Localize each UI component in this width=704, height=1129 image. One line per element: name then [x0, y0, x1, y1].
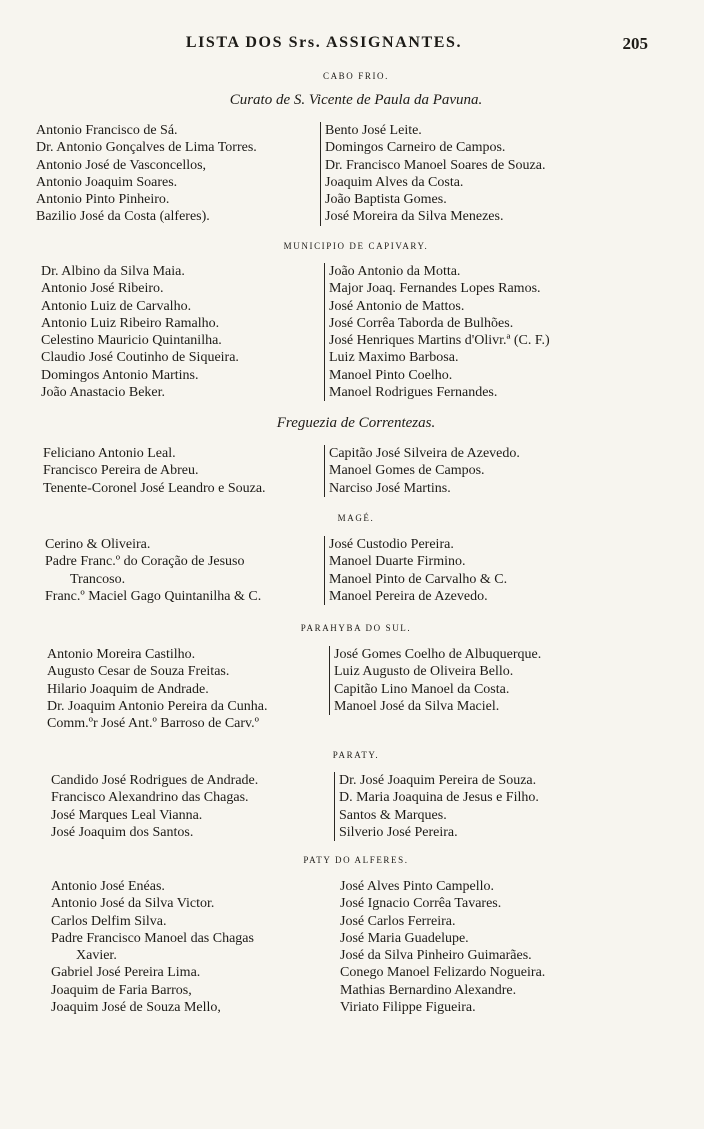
right-column — [324, 263, 550, 401]
subscriber-entry: Manoel José da Silva Maciel. — [334, 698, 500, 714]
subscriber-entry-continuation: Trancoso. — [70, 571, 126, 587]
subscriber-entry: Manoel Duarte Firmino. — [329, 554, 466, 570]
right-column — [324, 536, 507, 605]
page-header — [36, 34, 648, 56]
subscriber-entry: Antonio Moreira Castilho. — [47, 647, 196, 662]
left-column — [45, 536, 261, 605]
left-column — [51, 878, 254, 1016]
subscriber-entry: Hilario Joaquim de Andrade. — [47, 681, 209, 697]
subscriber-entry: Dr. Antonio Gonçalves de Lima Torres. — [36, 140, 257, 156]
subscriber-entry: Tenente-Coronel José Leandro e Souza. — [43, 480, 266, 496]
section-title-cabo-frio: CABO FRIO. — [322, 71, 389, 81]
subscriber-entry: Dr. José Joaquim Pereira de Souza. — [339, 773, 537, 788]
subscriber-entry: José Joaquim dos Santos. — [51, 824, 194, 840]
running-title: LISTA DOS Srs. ASSIGNANTES. — [185, 34, 463, 51]
subscriber-entry: Franc.º Maciel Gago Quintanilha & C. — [45, 588, 262, 604]
section-title-mage: MAGÉ. — [337, 513, 375, 523]
subscriber-entry: Conego Manoel Felizardo Nogueira. — [340, 965, 546, 981]
left-column — [47, 646, 267, 732]
subscriber-entry: Comm.ºr José Ant.º Barroso de Carv.º — [47, 716, 259, 732]
subscriber-entry: João Anastacio Beker. — [41, 385, 166, 401]
left-column — [51, 772, 258, 841]
subscriber-entry: Antonio Francisco de Sá. — [36, 123, 178, 138]
subscriber-entry: Dr. Joaquim Antonio Pereira da Cunha. — [47, 698, 268, 714]
subheading-correntezas: Freguezia de Correntezas. — [276, 415, 436, 431]
subscriber-entry: Manoel Pereira de Azevedo. — [329, 588, 488, 604]
subscriber-entry: Manoel Pinto de Carvalho & C. — [329, 571, 508, 587]
subscriber-entry: João Baptista Gomes. — [325, 192, 447, 208]
subscriber-entry: Bento José Leite. — [325, 123, 422, 138]
subscriber-entry: Padre Franc.º do Coração de Jesuso — [45, 554, 245, 570]
section-title-capivary: MUNICIPIO DE CAPIVARY. — [283, 241, 429, 251]
subscriber-entry: José Gomes Coelho de Albuquerque. — [334, 647, 542, 662]
subscriber-entry: Cerino & Oliveira. — [45, 537, 151, 552]
right-column — [334, 772, 539, 841]
section-title-parahyba-do-sul: PARAHYBA DO SUL. — [300, 623, 412, 633]
subscriber-entry: Capitão Lino Manoel da Costa. — [334, 681, 510, 697]
subscriber-entry-continuation: Xavier. — [76, 948, 117, 964]
subscriber-entry: Claudio José Coutinho de Siqueira. — [41, 350, 239, 366]
subscriber-entry: José Ignacio Corrêa Tavares. — [340, 896, 502, 912]
right-column — [324, 445, 520, 497]
subscriber-entry: Francisco Pereira de Abreu. — [43, 463, 199, 479]
subscriber-entry: José Marques Leal Vianna. — [51, 807, 203, 823]
subscriber-entry: Manoel Rodrigues Fernandes. — [329, 385, 498, 401]
subscriber-entry: Gabriel José Pereira Lima. — [51, 965, 201, 981]
page-number: 205 — [622, 34, 648, 53]
subscriber-entry: Feliciano Antonio Leal. — [43, 446, 176, 461]
left-column — [36, 122, 257, 226]
subscriber-entry: Silverio José Pereira. — [339, 824, 458, 840]
subscriber-entry: Antonio Pinto Pinheiro. — [36, 192, 170, 208]
subscriber-entry: D. Maria Joaquina de Jesus e Filho. — [339, 790, 539, 806]
subscriber-entry: João Antonio da Motta. — [329, 264, 461, 279]
subscriber-entry: Major Joaq. Fernandes Lopes Ramos. — [329, 281, 541, 297]
subscriber-entry: Joaquim de Faria Barros, — [51, 982, 192, 998]
right-column — [336, 878, 545, 1016]
subscriber-entry: Augusto Cesar de Souza Freitas. — [47, 664, 230, 680]
subscriber-entry: Carlos Delfim Silva. — [51, 913, 167, 929]
subscriber-entry: Antonio José Ribeiro. — [41, 281, 164, 297]
right-column — [320, 122, 545, 226]
subscriber-entry: José Maria Guadelupe. — [340, 930, 469, 946]
subscriber-entry: Luiz Augusto de Oliveira Bello. — [334, 664, 514, 680]
subscriber-entry: Dr. Albino da Silva Maia. — [41, 264, 185, 279]
subscriber-entry: Capitão José Silveira de Azevedo. — [329, 446, 520, 461]
subscriber-entry: José Moreira da Silva Menezes. — [325, 209, 504, 225]
subscriber-entry: Celestino Mauricio Quintanilha. — [41, 333, 222, 349]
subscriber-entry: Candido José Rodrigues de Andrade. — [51, 773, 259, 788]
subscriber-entry: Joaquim Alves da Costa. — [325, 174, 464, 190]
subscriber-entry: Manoel Gomes de Campos. — [329, 463, 485, 479]
subscriber-entry: Manoel Pinto Coelho. — [329, 367, 453, 383]
section-title-paraty: PARATY. — [332, 750, 380, 760]
subscriber-entry: Luiz Maximo Barbosa. — [329, 350, 459, 366]
subscriber-entry: José Custodio Pereira. — [329, 537, 454, 552]
subheading-pavuna: Curato de S. Vicente de Paula da Pavuna. — [229, 92, 483, 108]
subscriber-entry: José da Silva Pinheiro Guimarães. — [340, 948, 532, 964]
subscriber-entry: José Alves Pinto Campello. — [340, 879, 494, 894]
subscriber-entry: José Corrêa Taborda de Bulhões. — [329, 315, 514, 331]
subscriber-entry: Domingos Antonio Martins. — [41, 367, 199, 383]
subscriber-entry: Narciso José Martins. — [329, 480, 451, 496]
subscriber-entry: Antonio Luiz Ribeiro Ramalho. — [41, 315, 220, 331]
subscriber-entry: Mathias Bernardino Alexandre. — [340, 982, 517, 998]
subscriber-entry: Francisco Alexandrino das Chagas. — [51, 790, 249, 806]
subscriber-entry: Antonio Joaquim Soares. — [36, 174, 178, 190]
right-column — [329, 646, 541, 715]
subscriber-entry: Antonio Luiz de Carvalho. — [41, 298, 192, 314]
left-column — [43, 445, 266, 497]
subscriber-entry: Bazilio José da Costa (alferes). — [36, 209, 210, 225]
subscriber-entry: Antonio José de Vasconcellos, — [36, 157, 207, 173]
subscriber-entry: Padre Francisco Manoel das Chagas — [51, 930, 254, 946]
subscriber-entry: Domingos Carneiro de Campos. — [325, 140, 506, 156]
subscriber-entry: José Henriques Martins d'Olivr.ª (C. F.) — [329, 333, 550, 349]
subscriber-entry: Dr. Francisco Manoel Soares de Souza. — [325, 157, 546, 173]
subscriber-entry: Joaquim José de Souza Mello, — [51, 1000, 221, 1016]
section-title-paty-do-alferes: PATY DO ALFERES. — [303, 855, 409, 865]
subscriber-entry: José Carlos Ferreira. — [340, 913, 456, 929]
subscriber-entry: Santos & Marques. — [339, 807, 447, 823]
subscriber-entry: José Antonio de Mattos. — [329, 298, 465, 314]
subscriber-entry: Antonio José da Silva Victor. — [51, 896, 215, 912]
subscriber-entry: Antonio José Enéas. — [51, 879, 165, 894]
subscriber-entry: Viriato Filippe Figueira. — [340, 1000, 476, 1016]
left-column — [41, 263, 239, 401]
